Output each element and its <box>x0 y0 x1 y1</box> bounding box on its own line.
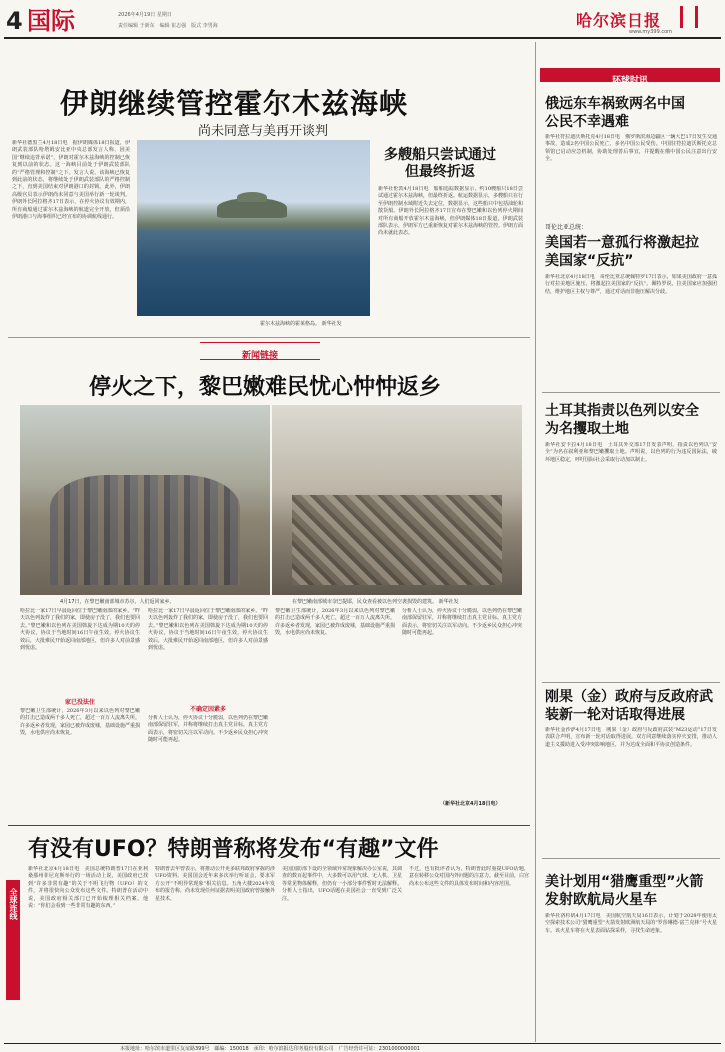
sidebar-item-2-title: 美国若一意孤行将激起拉美国家“反抗” <box>545 235 699 269</box>
sidebar-divider <box>535 42 536 1042</box>
ufo-col-2: 特朗普去年曾表示，将推动公开更多联邦政府掌握的涉UFO资料。美国国会近年来多次举行听证会，要求军方公开“不明异常现象”相关信息。五角大楼2024年发布的报告称，尚未发现任何证据表明美国政府曾接触外星技术。 <box>155 866 275 902</box>
lead-headline: 伊朗继续管控霍尔木兹海峡 <box>60 87 409 120</box>
news-link-label: 新闻链接 <box>241 351 278 361</box>
lebanon-subhead-2: 不确定因素多 <box>189 706 226 713</box>
divider-lead <box>8 337 530 338</box>
sidebar-item-5-body: 新华社洛杉矶4月17日电 美国航空航天局16日表示，计划于2028年使用太空探索技术公司“猎鹰重型”火箭发射欧洲航天局的“罗莎琳德·富兰克林”号火星车。该火星车将在火星表面钻探采样，寻找生命迹象。 <box>545 913 717 934</box>
ships-body: 新华社伦敦4月18日电 船舶追踪数据显示，约10艘船只18日尝试通过霍尔木兹海峡，但最终折返。航运数据显示，多艘船只在行至伊朗控制水域附近失去定位，数据显示，这些船只中包括油轮和散货船。伊朗外长阿拉格齐17日宣布在黎巴嫩和以色列停火期间对所有商船开放霍尔木兹海峡，但伊朗媒体18日报道，伊朗武装部队表示，伊朗军方已重新恢复对霍尔木兹海峡的管控。伊朗方面尚未就此表态。 <box>378 186 523 237</box>
sidebar-item-2-kicker: 哥伦比亚总统： <box>545 224 588 231</box>
sidebar-item-2-body: 新华社北京4月18日电 哥伦比亚总统佩特罗17日表示，如果美国政府一意孤行对拉美地区施压，将激起拉美国家的“反抗”。佩特罗说，拉美国家应加强团结，维护地区主权与尊严，通过对话而非施压解决分歧。 <box>545 274 717 295</box>
ufo-col-4: 不过，也有批评者认为，特朗普此时重提UFO话题，意在转移公众对国内外问题的注意力。截至目前，白宫尚未公布这些文件的具体发布时间和内容范围。 <box>409 866 529 887</box>
sidebar-banner-label: 环球时讯 <box>611 76 648 86</box>
sidebar-item-5-title: 美计划用“猎鹰重型”火箭发射欧航局火星车 <box>545 874 704 908</box>
lebanon-body-4: 黎巴嫩卫生部统计，2026年3月以来以色列对黎巴嫩的打击已造成两千多人死亡，超过一百万人流离失所。许多返乡者发现，家园已被炸成废墟，基础设施严重损毁，水电供应尚未恢复。 <box>275 608 395 637</box>
lebanon-body-5: 分析人士认为，停火协议十分脆弱，以色列仍在黎巴嫩南部保留驻军，并称将继续打击真主党目标。真主党方面表示，将密切关注以军动向。不少返乡民众担心冲突随时可能再起。 <box>402 608 522 637</box>
sidebar-item-3-title: 土耳其指责以色列以安全为名攫取土地 <box>545 403 699 437</box>
ufo-col-1: 新华社北京4月18日电 美国总统特朗普17日在亚利桑那州菲尼克斯举行的一场活动上说，美国政府已找到“许多非常有趣”的关于不明飞行物（UFO）的文件，并将很快向公众发布这些文件。特朗普在活动中说，美国政府相关部门已开始梳理相关档案。他说：“你们会看到一些非常有趣的东西。” <box>28 866 148 910</box>
sidebar-item-1-body: 新华社符拉迪沃斯托克4月18日电 俄罗斯滨海边疆区一辆大巴17日发生交通事故，造成2名中国公民死亡，多名中国公民受伤。中国驻符拉迪沃斯托克总领馆已启动应急机制，协助处理善后事宜，并提醒在俄中国公民注意出行安全。 <box>545 134 717 163</box>
global-link-label <box>6 880 20 1000</box>
logo-mark <box>680 6 698 28</box>
sidebar-rule-1 <box>542 392 720 393</box>
footer-info: 本报地址：哈尔滨市道里区友谊路399号 邮编：150018 承印：哈尔滨报达印务股份有限公司 广告经营许可证：2301000000001 <box>120 1046 420 1052</box>
crowd-shape <box>50 475 240 585</box>
lead-column-1: 新华社德黑兰4月18日电 据伊朗媒体18日报道，伊朗武装部队哈塔姆安比亚中央总部发言人称，因美国“继续违背承诺”，伊朗对霍尔木兹海峡的控制已恢复到以前的状态。这一海峡目前处于伊朗武装部队的“严格管理和控制”之下。发言人说，该海峡已恢复到此前的状态，将继续处于伊朗武装部队的严格控制之下，直到美国结束对伊朗港口的封锁。此外，伊朗高级官员表示伊朗尚未同意与美国举行新一轮谈判。伊朗外长阿拉格齐17日表示，在停火协议有效期内，所有商船通过霍尔木兹海峡的航道完全开放，但须沿伊朗港口与海事组织已经宣布的协调航线通行。 <box>12 140 130 221</box>
issue-date: 2026年4月19日 星期日 <box>118 12 172 18</box>
sidebar-item-4-title: 刚果（金）政府与反政府武装新一轮对话取得进展 <box>545 689 713 723</box>
lebanon-photo-1-caption: 4月17日，在黎巴嫩南部城市苏尔，人们返回家乡。 <box>60 599 175 605</box>
sidebar-rule-3 <box>542 858 720 859</box>
global-link-text: 全球连线 <box>9 888 18 920</box>
divider-ufo <box>8 825 530 826</box>
lead-subtitle: 尚未同意与美再开谈判 <box>198 124 329 139</box>
lead-photo <box>137 140 370 316</box>
lebanon-photo-2-caption: 在黎巴嫩南部城市奈巴提耶，民众查看被以色列空袭损毁的建筑。 新华社发 <box>292 599 459 605</box>
ufo-col-3: 美国国防部下设的全领域异常现象解决办公室说，其调查的数百起事件中，大多数可以用气球、无人机、卫星等常见物体解释，但仍有一小部分事件暂时无法解释。分析人士指出，UFO话题在美国社会一直受到广泛关注。 <box>282 866 402 902</box>
section-name: 国际 <box>27 7 75 35</box>
ships-headline: 多艘船只尝试通过但最终折返 <box>384 147 496 180</box>
sidebar-item-1-title: 俄远东车祸致两名中国公民不幸遇难 <box>545 96 685 130</box>
sidebar-rule-2 <box>542 682 720 683</box>
ufo-headline: 有没有UFO？特朗普称将发布“有趣”文件 <box>28 837 439 862</box>
newspaper-logo: 哈尔滨日报 <box>576 11 662 30</box>
sidebar-item-3-body: 新华社安卡拉4月18日电 土耳其外交部17日发表声明，指责以色列以“安全”为名在叙利亚和黎巴嫩攫取土地。声明说，以色列的行为违反国际法，破坏地区稳定，呼吁国际社会采取行动加以制止。 <box>545 442 717 463</box>
lebanon-photo-1 <box>20 405 270 595</box>
sidebar-item-4-body: 新华社金沙萨4月17日电 刚果（金）政府与反政府武装“M23运动”17日发表联合声明，宣布新一轮对话取得进展。双方同意继续落实停火安排，推动人道主义援助进入受冲突影响地区，并为达成全面和平协议创造条件。 <box>545 727 717 748</box>
lebanon-credit: （新华社北京4月18日电） <box>440 801 501 807</box>
lebanon-subhead-1: 家已没法住 <box>64 699 95 706</box>
lebanon-body-3a: 哈拉比一家17日早晨返回位于黎巴嫩南部的家乡。“昨天以色列轰炸了我们的家，即使房子没了，我们也要回去。”黎巴嫩和以色列在美国斡旋下达成为期10天的停火协议，协议于当地时间16日午夜生效。停火协议生效后，大批难民开始返回南部地区，但许多人对前景感到忧虑。 <box>148 608 268 652</box>
page-number: 4 <box>6 7 23 35</box>
island-ridge <box>237 192 267 202</box>
lebanon-photo-2 <box>272 405 522 595</box>
website: www.my399.com <box>629 29 673 35</box>
editor-credits: 责任编辑 于新东 编辑 崔志强 版式 李男海 <box>118 23 218 29</box>
lead-photo-caption: 霍尔木兹海峡的霍莱格岛。 新华社发 <box>260 321 342 327</box>
rubble-shape <box>292 495 502 585</box>
news-link-banner <box>200 342 320 360</box>
lebanon-body-1: 哈拉比一家17日早晨返回位于黎巴嫩南部的家乡。“昨天以色列轰炸了我们的家，即使房子没了，我们也要回去。”黎巴嫩和以色列在美国斡旋下达成为期10天的停火协议，协议于当地时间16日午夜生效。停火协议生效后，大批难民开始返回南部地区，但许多人对前景感到忧虑。 <box>20 608 140 652</box>
sidebar-banner <box>540 68 720 86</box>
header-rule <box>4 37 721 39</box>
lebanon-headline: 停火之下，黎巴嫩难民忧心忡忡返乡 <box>88 375 441 400</box>
lebanon-body-2: 黎巴嫩卫生部统计，2026年3月以来以色列对黎巴嫩的打击已造成两千多人死亡，超过一百万人流离失所。许多返乡者发现，家园已被炸成废墟，基础设施严重损毁，水电供应尚未恢复。 <box>20 708 140 737</box>
footer-rule <box>4 1043 721 1044</box>
lebanon-body-3: 分析人士认为，停火协议十分脆弱，以色列仍在黎巴嫩南部保留驻军，并称将继续打击真主党目标。真主党方面表示，将密切关注以军动向。不少返乡民众担心冲突随时可能再起。 <box>148 715 268 744</box>
